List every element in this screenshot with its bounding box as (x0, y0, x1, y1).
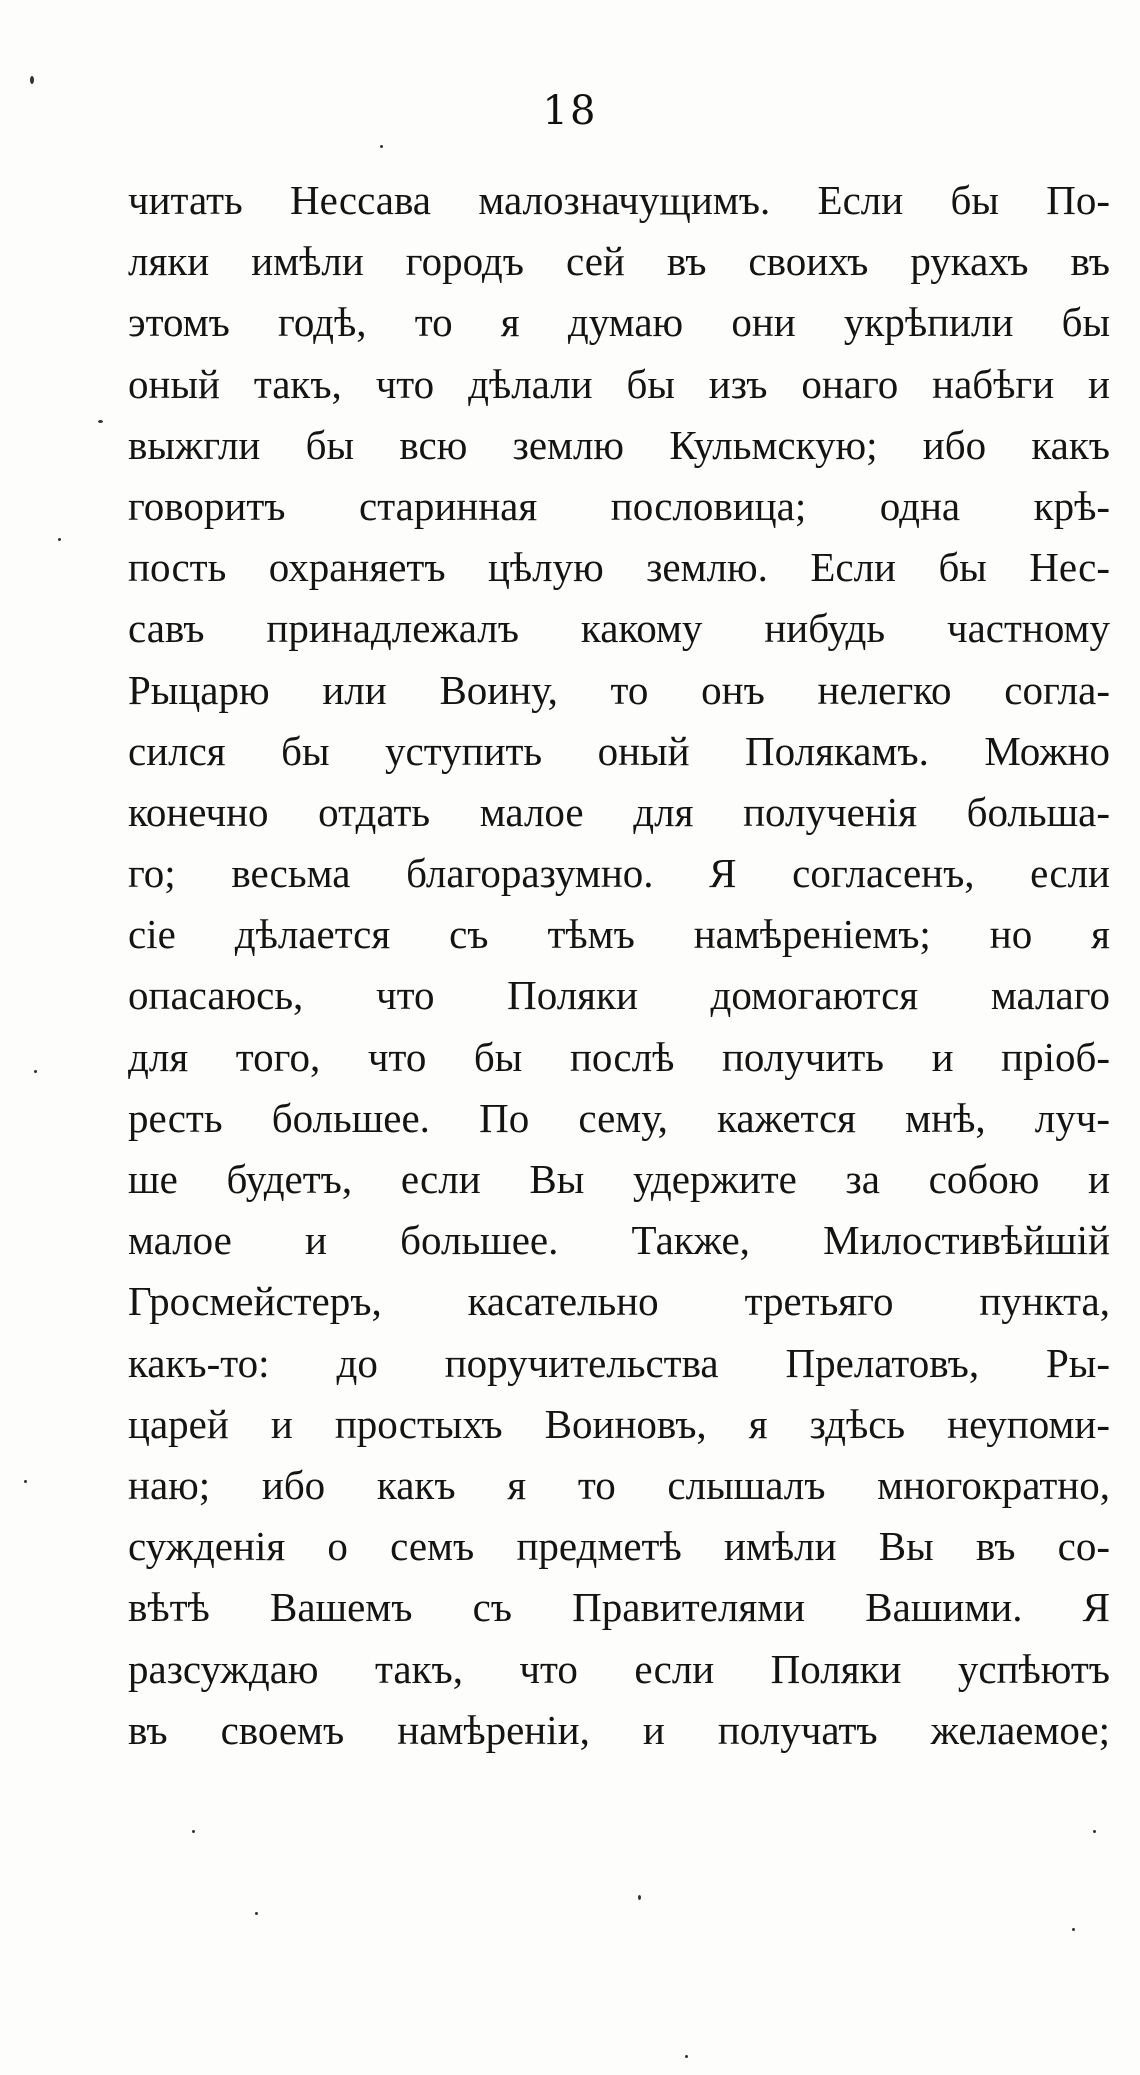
text-line: этомъ годѣ, то я думаю они укрѣпили бы (128, 299, 1110, 346)
text-line: Рыцарю или Воину, то онъ нелегко согла- (128, 666, 1110, 713)
text-line: оный такъ, что дѣлали бы изъ онаго набѣги и (128, 360, 1110, 407)
text-line: савъ принадлежалъ какому нибудь частному (128, 605, 1110, 652)
text-line: царей и простыхъ Воиновъ, я здѣсь неупоми- (128, 1400, 1110, 1447)
scan-speck (1072, 1928, 1075, 1931)
scan-speck (1093, 1830, 1096, 1833)
text-line: какъ-то: до поручительства Прелатовъ, Ры- (128, 1339, 1110, 1386)
scan-speck (34, 1070, 37, 1073)
text-line: выжгли бы всю землю Кульмскую; ибо какъ (128, 421, 1110, 468)
scan-speck (58, 538, 61, 541)
text-line: ляки имѣли городъ сей въ своихъ рукахъ въ (128, 238, 1110, 285)
text-line: сился бы уступить оный Полякамъ. Можно (128, 727, 1110, 774)
text-line: для того, что бы послѣ получить и пріоб- (128, 1033, 1110, 1080)
text-line: сіе дѣлается съ тѣмъ намѣреніемъ; но я (128, 911, 1110, 958)
scan-speck (98, 420, 103, 423)
text-line: въ своемъ намѣреніи, и получатъ желаемое; (128, 1706, 1110, 1753)
text-line: наю; ибо какъ я то слышалъ многократно, (128, 1461, 1110, 1508)
text-line: конечно отдать малое для полученія больша- (128, 788, 1110, 835)
text-line: ше будетъ, если Вы удержите за собою и (128, 1156, 1110, 1202)
body-text (128, 170, 1110, 1761)
text-line: малое и большее. Также, Милостивѣйшій (128, 1217, 1110, 1264)
scan-speck (192, 1830, 195, 1833)
text-line: читать Нессава малозначущимъ. Если бы По- (128, 177, 1110, 223)
page-number: 18 (542, 88, 598, 134)
text-line: Гросмейстеръ, касательно третьяго пункта, (128, 1278, 1110, 1325)
text-line: опасаюсь, что Поляки домогаются малаго (128, 972, 1110, 1019)
scan-speck (30, 76, 34, 84)
text-line: пость охраняетъ цѣлую землю. Если бы Нес- (128, 544, 1110, 591)
text-line: вѣтѣ Вашемъ съ Правителями Вашими. Я (128, 1584, 1110, 1631)
text-line: сужденія о семъ предметѣ имѣли Вы въ со- (128, 1523, 1110, 1570)
scan-speck (685, 2055, 688, 2058)
scan-speck (380, 145, 383, 148)
text-line: разсуждаю такъ, что если Поляки успѣютъ (128, 1645, 1110, 1692)
scan-speck (255, 1912, 258, 1915)
text-line: ресть большее. По сему, кажется мнѣ, луч- (128, 1094, 1110, 1141)
scan-speck (638, 1895, 641, 1900)
text-line: говоритъ старинная пословица; одна крѣ- (128, 482, 1110, 529)
text-line: го; весьма благоразумно. Я согласенъ, если (128, 850, 1110, 897)
scan-speck (24, 1480, 27, 1483)
